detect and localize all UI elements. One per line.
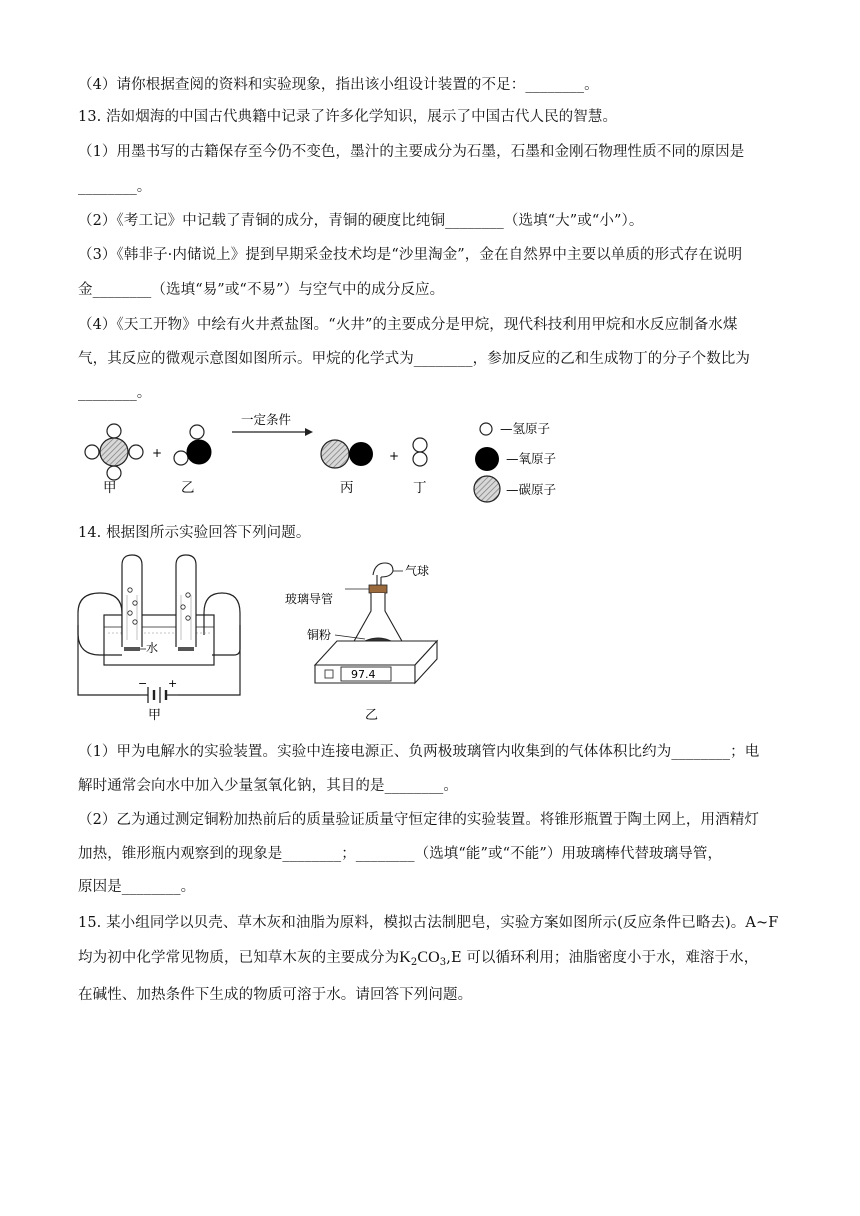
battery-negative: −: [138, 677, 148, 690]
label-bing: 丙: [340, 480, 354, 496]
formula-k-sub: 2: [410, 957, 418, 968]
co-molecule: [321, 440, 373, 468]
electrolysis-apparatus: [78, 555, 258, 725]
water-label: 水: [146, 641, 159, 655]
powder-label: 铜粉: [307, 628, 332, 642]
q14-part1-line1: （1）甲为电解水的实验装置。实验中连接电源正、负两极玻璃管内收集到的气体体积比约为________；电: [78, 744, 760, 760]
formula-co-sub: 3: [439, 957, 447, 968]
legend-hydrogen: —氢原子: [500, 421, 551, 436]
arrow-head: [305, 428, 313, 436]
q15-line2-pre: 均为初中化学常见物质，已知草木灰的主要成分为: [78, 950, 400, 966]
reaction-diagram: [0, 410, 860, 510]
label-yi-14: 乙: [365, 708, 379, 723]
q15-line2: [78, 948, 758, 973]
plus-sign-2: +: [389, 449, 400, 463]
formula-k: K: [399, 949, 411, 966]
q13-part1-line2: ________。: [78, 179, 152, 195]
balance-reading: 97.4: [351, 668, 376, 681]
q13-part3-line1: （3）《韩非子·内储说上》提到早期采金技术均是“沙里淘金”，金在自然界中主要以单质的形式存在说明: [78, 247, 743, 263]
q13-stem: 13. 浩如烟海的中国古代典籍中记录了许多化学知识，展示了中国古代人民的智慧。: [78, 109, 618, 125]
q13-part2: （2）《考工记》中记载了青铜的成分，青铜的硬度比纯铜________（选填“大”或“小”）。: [78, 213, 644, 229]
q15-line1: 15. 某小组同学以贝壳、草木灰和油脂为原料，模拟古法制肥皂，实验方案如图所示(反应条件已略去)。A~F: [78, 915, 779, 931]
reaction-condition: 一定条件: [241, 412, 292, 427]
q13-part4-line2: 气，其反应的微观示意图如图所示。甲烷的化学式为________，参加反应的乙和生成物丁的分子个数比为: [78, 351, 750, 367]
q14-stem: 14. 根据图所示实验回答下列问题。: [78, 525, 311, 541]
plus-sign: +: [152, 446, 163, 460]
h2-molecule: [413, 438, 427, 466]
legend: [474, 421, 556, 502]
q15-line2-post: ,E 可以循环利用；油脂密度小于水，难溶于水，: [446, 950, 759, 966]
q14-part2-line1: （2）乙为通过测定铜粉加热前后的质量验证质量守恒定律的实验装置。将锥形瓶置于陶土网上，用酒精灯: [78, 812, 759, 828]
q14-part1-line2: 解时通常会向水中加入少量氢氧化钠，其目的是________。: [78, 778, 458, 794]
label-jia-14: 甲: [148, 708, 162, 723]
label-jia: 甲: [103, 480, 117, 496]
q13-part4-line3: ________。: [78, 385, 152, 401]
battery-positive: +: [168, 677, 178, 690]
methane-molecule: [85, 424, 143, 480]
legend-oxygen: —氧原子: [506, 451, 557, 466]
formula-co: CO: [417, 949, 440, 966]
q13-part3-line2: 金________（选填“易”或“不易”）与空气中的成分反应。: [78, 282, 445, 298]
q13-part1-line1: （1）用墨书写的古籍保存至今仍不变色，墨汁的主要成分为石墨，石墨和金刚石物理性质不同的原因是: [78, 144, 745, 160]
balloon-label: 气球: [405, 564, 430, 578]
label-ding: 丁: [413, 480, 427, 496]
q14-part2-line3: 原因是________。: [78, 879, 196, 895]
q15-line3: 在碱性、加热条件下生成的物质可溶于水。请回答下列问题。: [78, 987, 473, 1003]
q13-part4-line1: （4）《天工开物》中绘有火井煮盐图。“火井”的主要成分是甲烷，现代科技利用甲烷和水反应制备水煤: [78, 317, 738, 333]
legend-carbon: —碳原子: [506, 482, 557, 497]
q12-part4: （4）请你根据查阅的资料和实验现象，指出该小组设计装置的不足：________。: [78, 77, 599, 93]
tube-label: 玻璃导管: [285, 592, 334, 606]
balance-apparatus: [285, 555, 475, 725]
label-yi: 乙: [181, 480, 195, 496]
water-molecule: [174, 425, 211, 465]
q14-part2-line2: 加热，锥形瓶内观察到的现象是________；________（选填“能”或“不能”）用玻璃棒代替玻璃导管，: [78, 846, 723, 862]
